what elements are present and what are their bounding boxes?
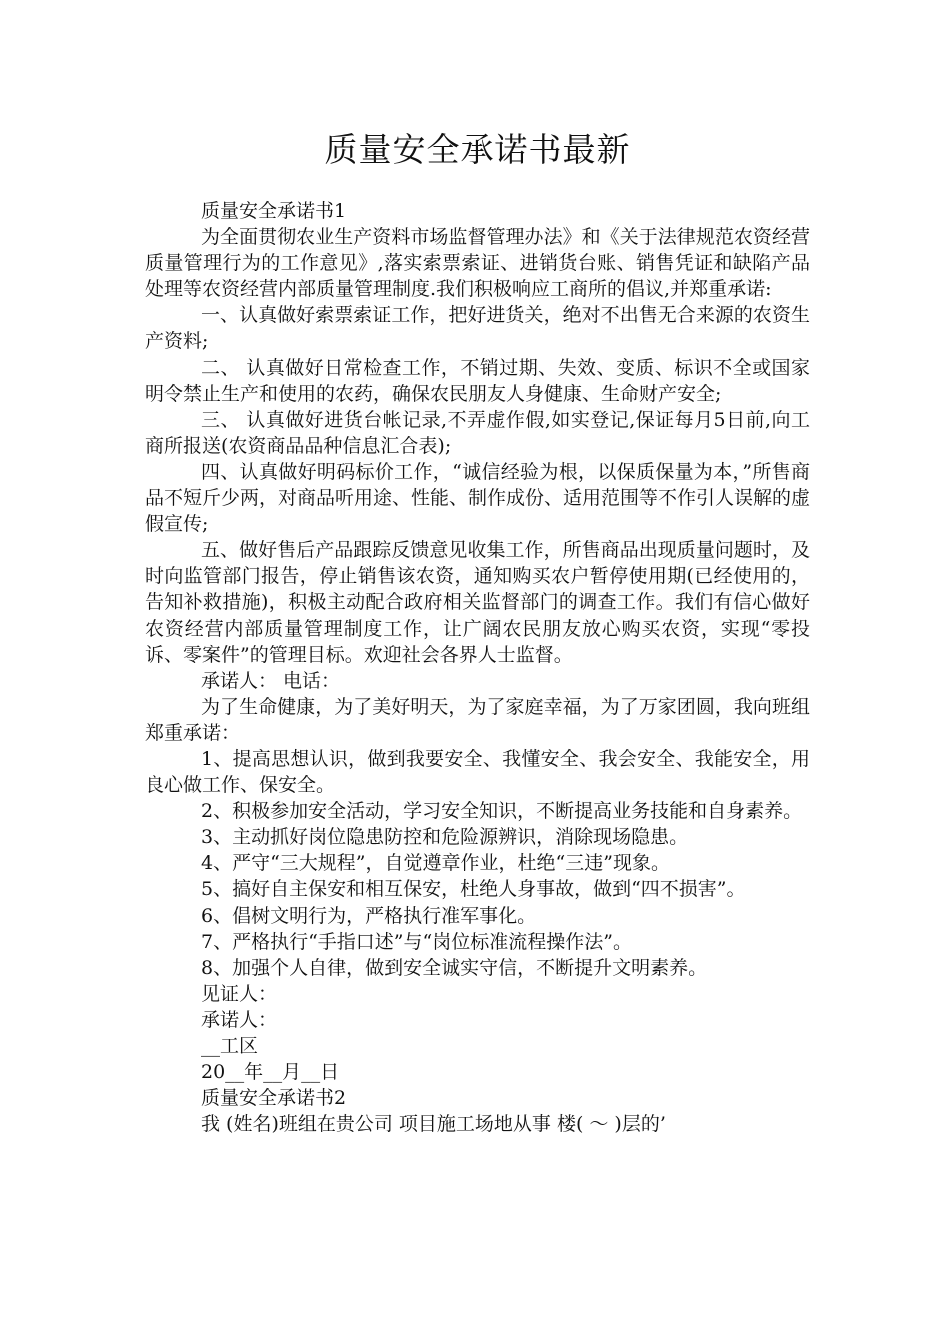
witness-line: 见证人： — [201, 982, 278, 1005]
safety-item-1: 1、提高思想认识，做到我要安全、我懂安全、我会安全、我能安全，用良心做工作、保安全。 — [145, 747, 810, 797]
pledge-item-1: 一、认真做好索票索证工作，把好进货关，绝对不出售无合来源的农资生产资料; — [145, 304, 810, 353]
safety-item-8: 8、加强个人自律，做到安全诚实守信，不断提升文明素养。 — [201, 956, 708, 979]
safety-item-4: 4、严守“三大规程”，自觉遵章作业，杜绝“三违”现象。 — [201, 852, 670, 875]
section-2-opening: 我 (姓名)班组在贵公司 项目施工场地从事 楼( ～ )层的’ — [201, 1113, 666, 1136]
promisor-line: 承诺人： — [201, 1008, 278, 1031]
document-title: 质量安全承诺书最新 — [324, 130, 631, 169]
safety-item-7: 7、严格执行“手指口述”与“岗位标准流程操作法”。 — [201, 930, 632, 953]
safety-item-5: 5、搞好自主保安和相互保安，杜绝人身事故，做到“四不损害”。 — [201, 878, 746, 901]
work-area-line: __工区 — [201, 1035, 259, 1057]
intro-paragraph: 为全面贯彻农业生产资料市场监督管理办法》和《关于法律规范农资经营质量管理行为的工作意见》,落实索票索证、进销货台账、销售凭证和缺陷产品处理等农资经营内部质量管理制度.我们积极响应工商所的倡议,并郑重承诺: — [145, 226, 810, 301]
safety-item-3: 3、主动抓好岗位隐患防控和危险源辨识，消除现场隐患。 — [201, 826, 689, 849]
pledge-item-3: 三、 认真做好进货台帐记录,不弄虚作假,如实登记,保证每月5日前,向工商所报送(农资商品品种信息汇合表); — [145, 408, 810, 457]
signature-line-phone: 承诺人： 电话： — [201, 669, 341, 692]
pledge-item-2: 二、 认真做好日常检查工作，不销过期、失效、变质、标识不全或国家明令禁止生产和使用的农药，确保农民朋友人身健康、生命财产安全; — [145, 356, 810, 405]
document-body — [145, 198, 810, 1137]
safety-intro-paragraph: 为了生命健康，为了美好明天，为了家庭幸福，为了万家团圆，我向班组郑重承诺： — [145, 695, 810, 744]
date-line: 20__年__月__日 — [201, 1061, 340, 1084]
section-heading-2: 质量安全承诺书2 — [201, 1087, 347, 1110]
safety-item-6: 6、倡树文明行为，严格执行准军事化。 — [201, 904, 537, 927]
pledge-item-4: 四、认真做好明码标价工作，“诚信经验为根，以保质保量为本，”所售商品不短斤少两，对商品听用途、性能、制作成份、适用范围等不作引人误解的虚假宣传; — [145, 460, 811, 536]
section-heading-1: 质量安全承诺书1 — [201, 200, 347, 222]
safety-item-2: 2、积极参加安全活动，学习安全知识，不断提高业务技能和自身素养。 — [201, 800, 803, 823]
pledge-item-5: 五、做好售后产品跟踪反馈意见收集工作，所售商品出现质量问题时，及时向监管部门报告，停止销售该农资，通知购买农户暂停使用期(已经使用的，告知补救措施)，积极主动配合政府相关监督部门的调查工作。我们有信心做好农资经营内部质量管理制度工作，让广阔农民朋友放心购买农资，实现“零投诉、零案件”的管理目标。欢迎社会各界人士监督。 — [145, 539, 810, 666]
